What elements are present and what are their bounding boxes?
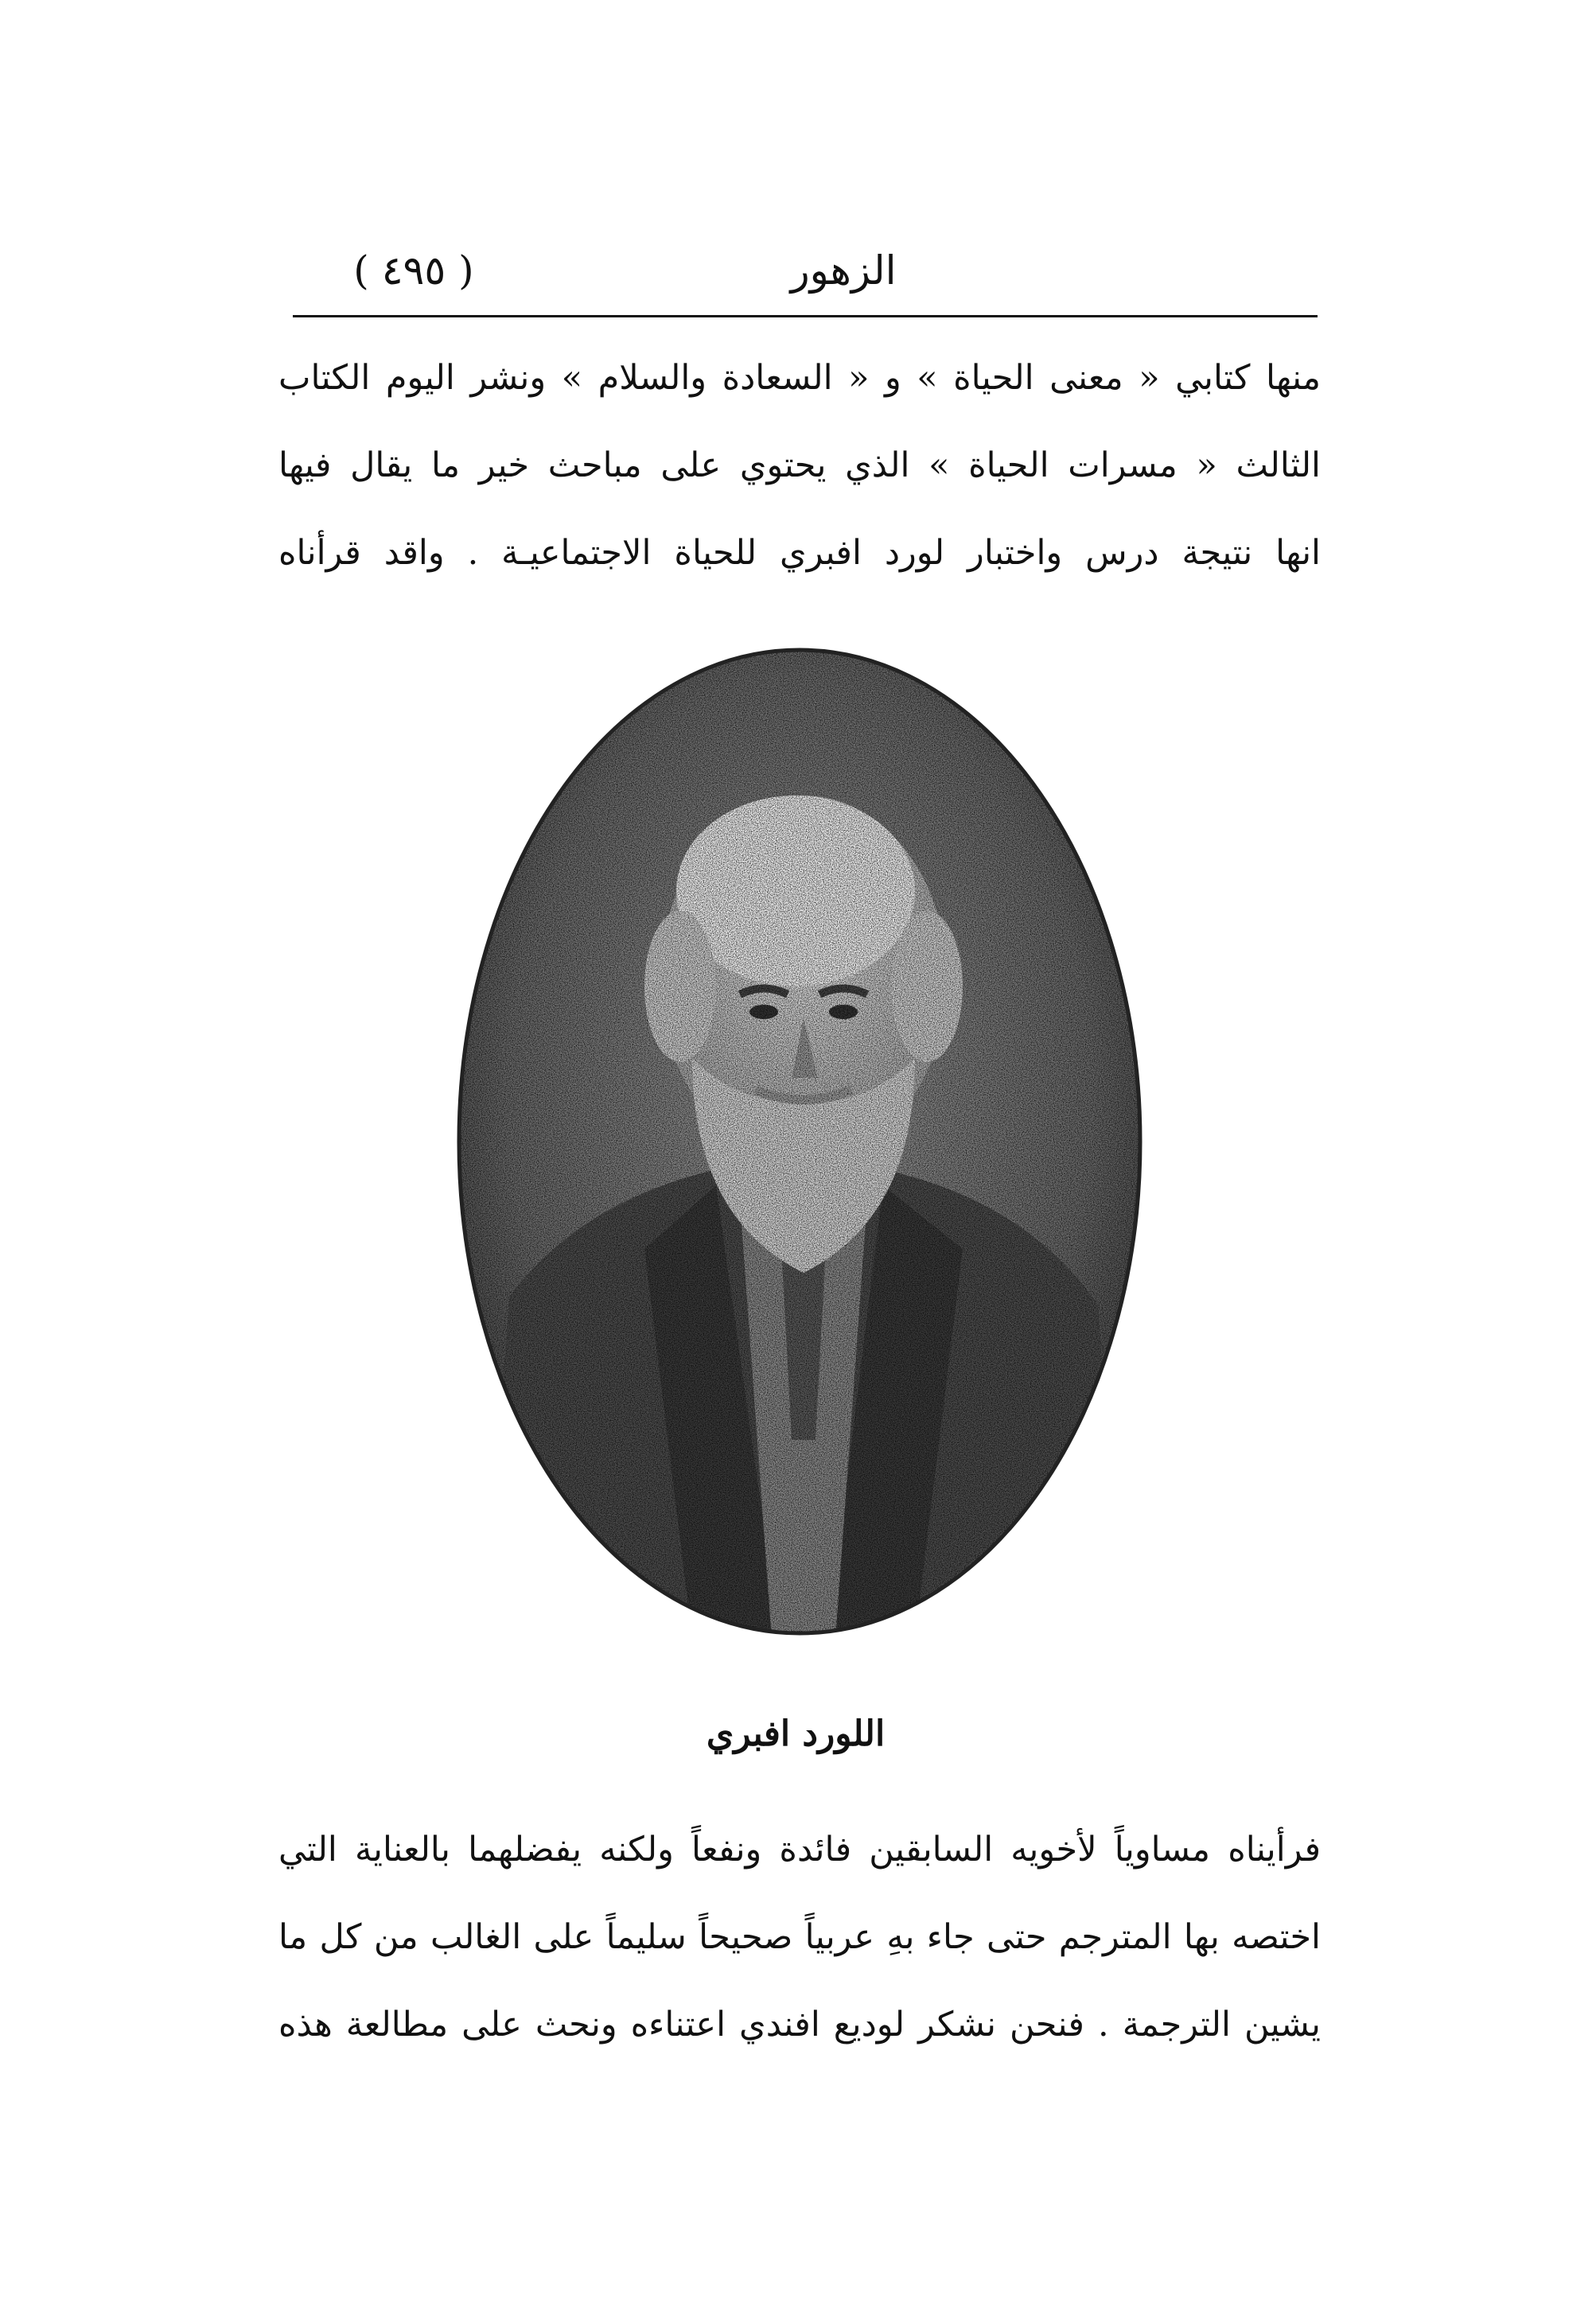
photo-caption: اللورد افبري	[706, 1714, 886, 1754]
header-rule	[293, 315, 1318, 317]
text-line: الثالث « مسرات الحياة » الذي يحتوي على مباحث خير ما يقال فيها	[278, 445, 1321, 485]
text-line: اختصه بها المترجم حتى جاء بهِ عربياً صحيحاً سليماً على الغالب من كل ما	[278, 1917, 1321, 1957]
text-line: منها كتابي « معنى الحياة » و « السعادة والسلام » ونشر اليوم الكتاب	[278, 358, 1321, 398]
running-header	[286, 239, 1321, 302]
body-paragraph-bottom	[278, 1806, 1321, 2068]
body-paragraph-top	[278, 334, 1321, 597]
text-line: يشين الترجمة . فنحن نشكر لوديع افندي اعتناءه ونحث على مطالعة هذه	[278, 2005, 1321, 2045]
page-number: ( ٤٩٥ )	[353, 247, 474, 294]
oval-portrait-photo	[453, 644, 1146, 1639]
text-line: انها نتيجة درس واختبار لورد افبري للحياة الاجتماعيـة . واقد قرأناه	[278, 533, 1321, 573]
running-title: الزهور	[790, 247, 897, 294]
text-line: فرأيناه مساوياً لأخويه السابقين فائدة ونفعاً ولكنه يفضلهما بالعناية التي	[278, 1830, 1321, 1870]
